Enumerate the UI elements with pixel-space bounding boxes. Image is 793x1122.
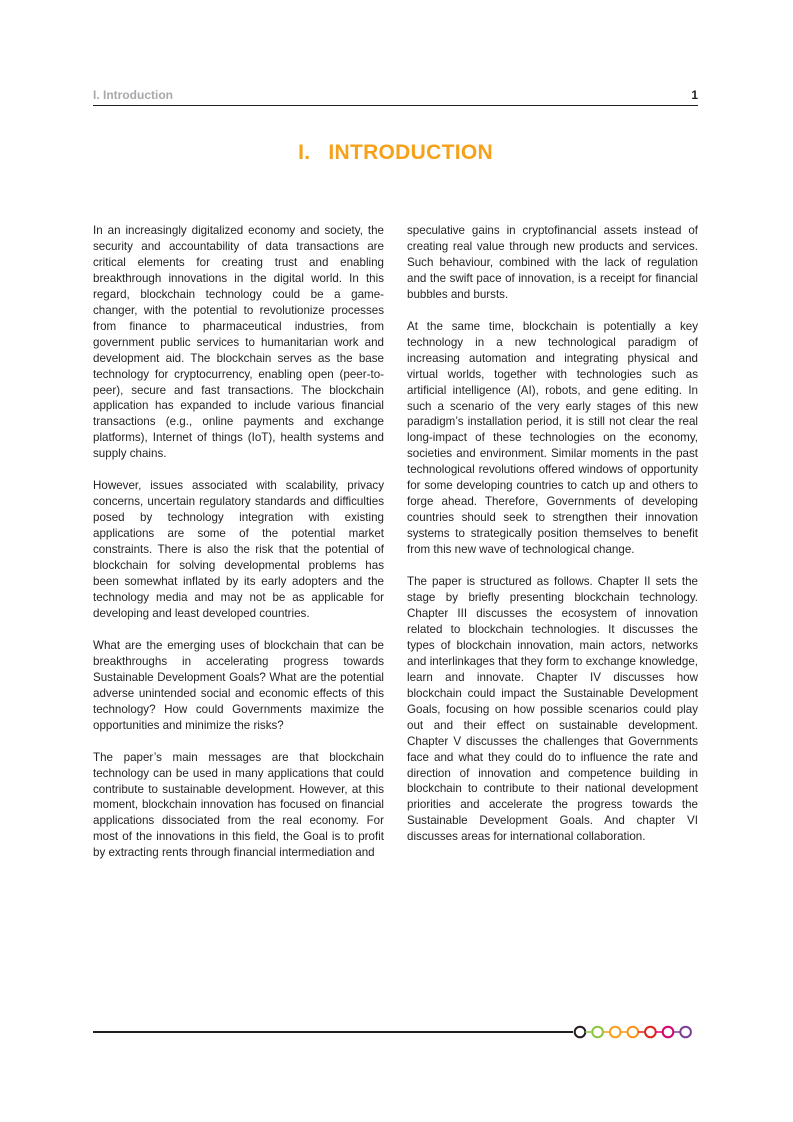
header-rule — [93, 105, 698, 106]
footer-dot — [592, 1027, 603, 1038]
chapter-title-text: INTRODUCTION — [328, 141, 493, 164]
chapter-number: I. — [298, 141, 311, 164]
footer-dot — [663, 1027, 674, 1038]
footer-dot — [575, 1027, 586, 1038]
paragraph: The paper is structured as follows. Chapter II sets the stage by briefly presenting blockchain technology. Chapter III discusses the ecosystem of innovation related to blockchain technologies. It discusses the types of blockchain innovation, main actors, networks and interlinkages that they form to exchange knowledge, learn and innovate. Chapter IV discusses how blockchain could impact the Sustainable Development Goals, focusing on how possible scenarios could play out and their effect on sustainable development. Chapter V discusses the challenges that Governments face and what they could do to influence the rate and direction of innovation and competence building in blockchain to contribute to their national development priorities and accelerate the progress towards the Sustainable Development Goals. And chapter VI discusses areas for international collaboration. — [407, 575, 698, 844]
footer-dot — [645, 1027, 656, 1038]
left-column — [93, 223, 384, 877]
running-header-section: I. Introduction — [93, 88, 173, 102]
running-header — [93, 88, 698, 106]
paragraph: speculative gains in cryptofinancial assets instead of creating real value through new products and services. Such behaviour, combined with the lack of regulation and the swift pace of innovation, is a receipt for financial bubbles and bursts. — [407, 224, 698, 301]
page-number: 1 — [691, 88, 698, 102]
paragraph: The paper’s main messages are that blockchain technology can be used in many applications that could contribute to sustainable development. However, at this moment, blockchain innovation has focused on financial applications dissociated from the real economy. For most of the innovations in this field, the Goal is to profit by extracting rents through financial intermediation and — [93, 750, 384, 860]
footer-dot — [680, 1027, 691, 1038]
paragraph: In an increasingly digitalized economy and society, the security and accountability of data transactions are critical elements for creating trust and enabling breakthrough innovations in the digital world. In this regard, blockchain technology could be a game-changer, with the potential to revolutionize processes from finance to pharmaceutical industries, from government public services to humanitarian work and development aid. The blockchain serves as the base technology for cryptocurrency, enabling open (peer-to-peer), secure and fast transactions. The blockchain application has expanded to include various financial transactions (e.g., online payments and exchange platforms), Internet of things (IoT), health systems and supply chains. — [93, 224, 384, 461]
paragraph: However, issues associated with scalability, privacy concerns, uncertain regulatory standards and difficulties posed by technology integration with existing applications are some of the potential market constraints. There is also the risk that the potential of blockchain for solving developmental problems has been somewhat inflated by its early adopters and the technology media and may not be as applicable for developing and least developed countries. — [93, 479, 384, 620]
footer-dot — [610, 1027, 621, 1038]
paragraph: What are the emerging uses of blockchain that can be breakthroughs in accelerating progress towards Sustainable Development Goals? What are the potential adverse unintended social and economic effects of this technology? How could Governments maximize the opportunities and minimize the risks? — [93, 638, 384, 732]
footer-dots-ornament — [573, 1024, 698, 1040]
right-column — [407, 223, 698, 861]
footer-rule — [93, 1031, 573, 1033]
chapter-title — [93, 141, 698, 165]
footer-dot — [628, 1027, 639, 1038]
paragraph: At the same time, blockchain is potentially a key technology in a new technological paradigm of increasing automation and integrating physical and virtual worlds, together with technologies such as artificial intelligence (AI), robots, and gene editing. In such a scenario of the very early stages of this new paradigm’s installation period, it is still not clear the real long-impact of these technologies on the economy, societies and environment. Similar moments in the past technological revolutions offered windows of opportunity for some developing countries to catch up and others to forge ahead. Therefore, Governments of developing countries should seek to strengthen their innovation systems to strategically position themselves to benefit from this new wave of technological change. — [407, 319, 698, 557]
